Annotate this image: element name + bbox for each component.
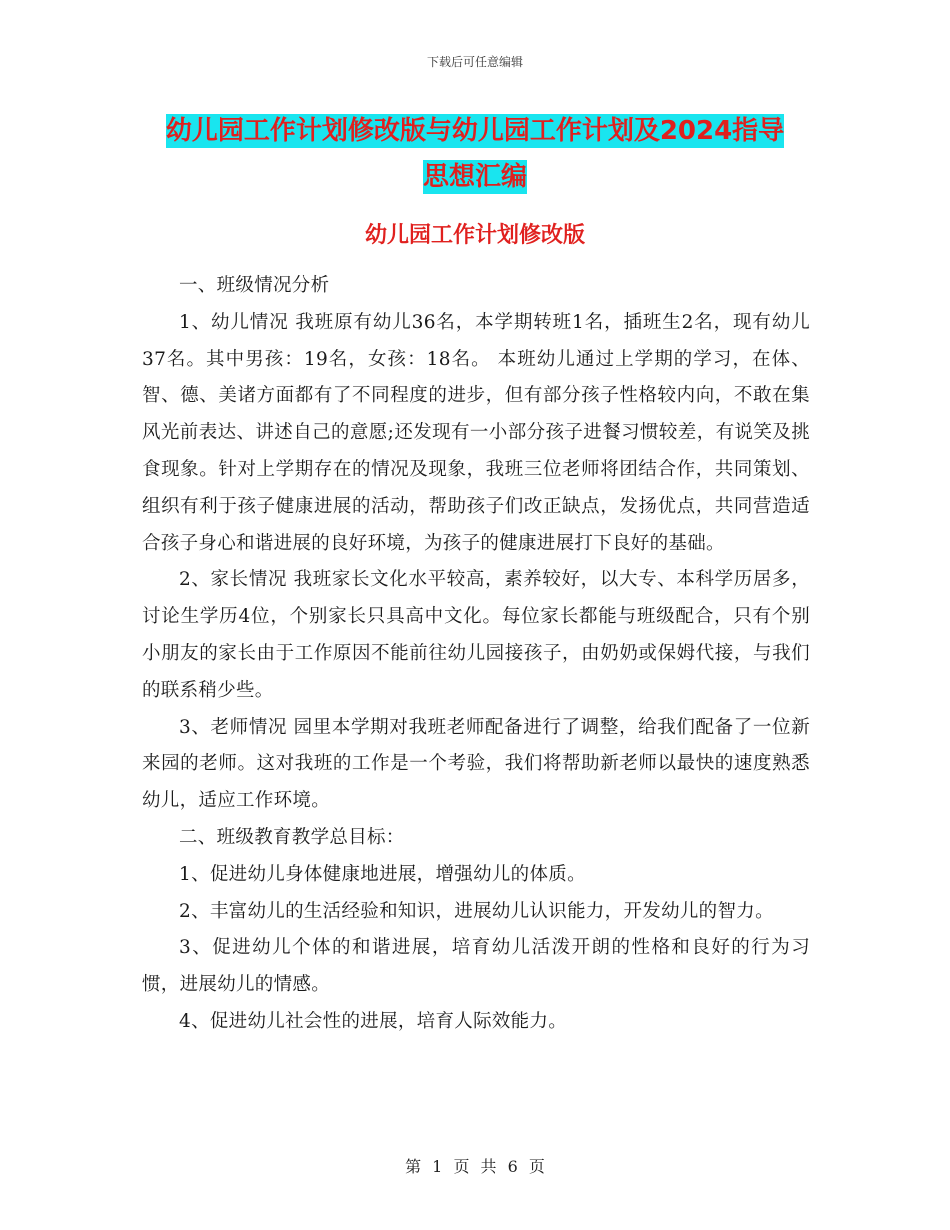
page-footer: 第 1 页 共 6 页 (405, 1157, 545, 1176)
title-line-1: 幼儿园工作计划修改版与幼儿园工作计划及2024指导 (165, 116, 785, 146)
goal-item-1: 1、促进幼儿身体健康地进展，增强幼儿的体质。 (179, 863, 586, 885)
paragraph-parents: 2、家长情况 我班家长文化水平较高，素养较好，以大专、本科学历居多，讨论生学历4位，个别家长只具高中文化。每位家长都能与班级配合，只有个别小朋友的家长由于工作原因不能前往幼儿园接孩子，由奶奶或保姆代接，与我们的联系稍少些。 (142, 569, 810, 701)
document-title (0, 108, 950, 200)
heading-goals: 二、班级教育教学总目标： (179, 826, 405, 848)
header-note: 下载后可任意编辑 (426, 55, 523, 69)
paragraph-children: 1、幼儿情况 我班原有幼儿36名，本学期转班1名，插班生2名，现有幼儿37名。其中男孩：19名，女孩：18名。 本班幼儿通过上学期的学习，在体、智、德、美诸方面都有了不同程度的进步，但有部分孩子性格较内向，不敢在集风光前表达、讲述自己的意愿;还发现有一小部分孩子进餐习惯较差，有说笑及挑食现象。针对上学期存在的情况及现象，我班三位老师将团结合作，共同策划、组织有利于孩子健康进展的活动，帮助孩子们改正缺点，发扬优点，共同营造适合孩子身心和谐进展的良好环境，为孩子的健康进展打下良好的基础。 (142, 311, 810, 554)
section-title: 幼儿园工作计划修改版 (364, 223, 585, 248)
title-line-2: 思想汇编 (422, 162, 527, 192)
heading-class-analysis: 一、班级情况分析 (179, 275, 330, 296)
goal-item-2: 2、丰富幼儿的生活经验和知识，进展幼儿认识能力，开发幼儿的智力。 (179, 900, 774, 922)
document-body (142, 268, 810, 1041)
paragraph-teachers: 3、老师情况 园里本学期对我班老师配备进行了调整，给我们配备了一位新来园的老师。这对我班的工作是一个考验，我们将帮助新老师以最快的速度熟悉幼儿，适应工作环境。 (142, 716, 810, 812)
goal-item-3: 3、促进幼儿个体的和谐进展，培育幼儿活泼开朗的性格和良好的行为习惯，进展幼儿的情感。 (142, 937, 810, 996)
goal-item-4: 4、促进幼儿社会性的进展，培育人际效能力。 (179, 1010, 568, 1032)
